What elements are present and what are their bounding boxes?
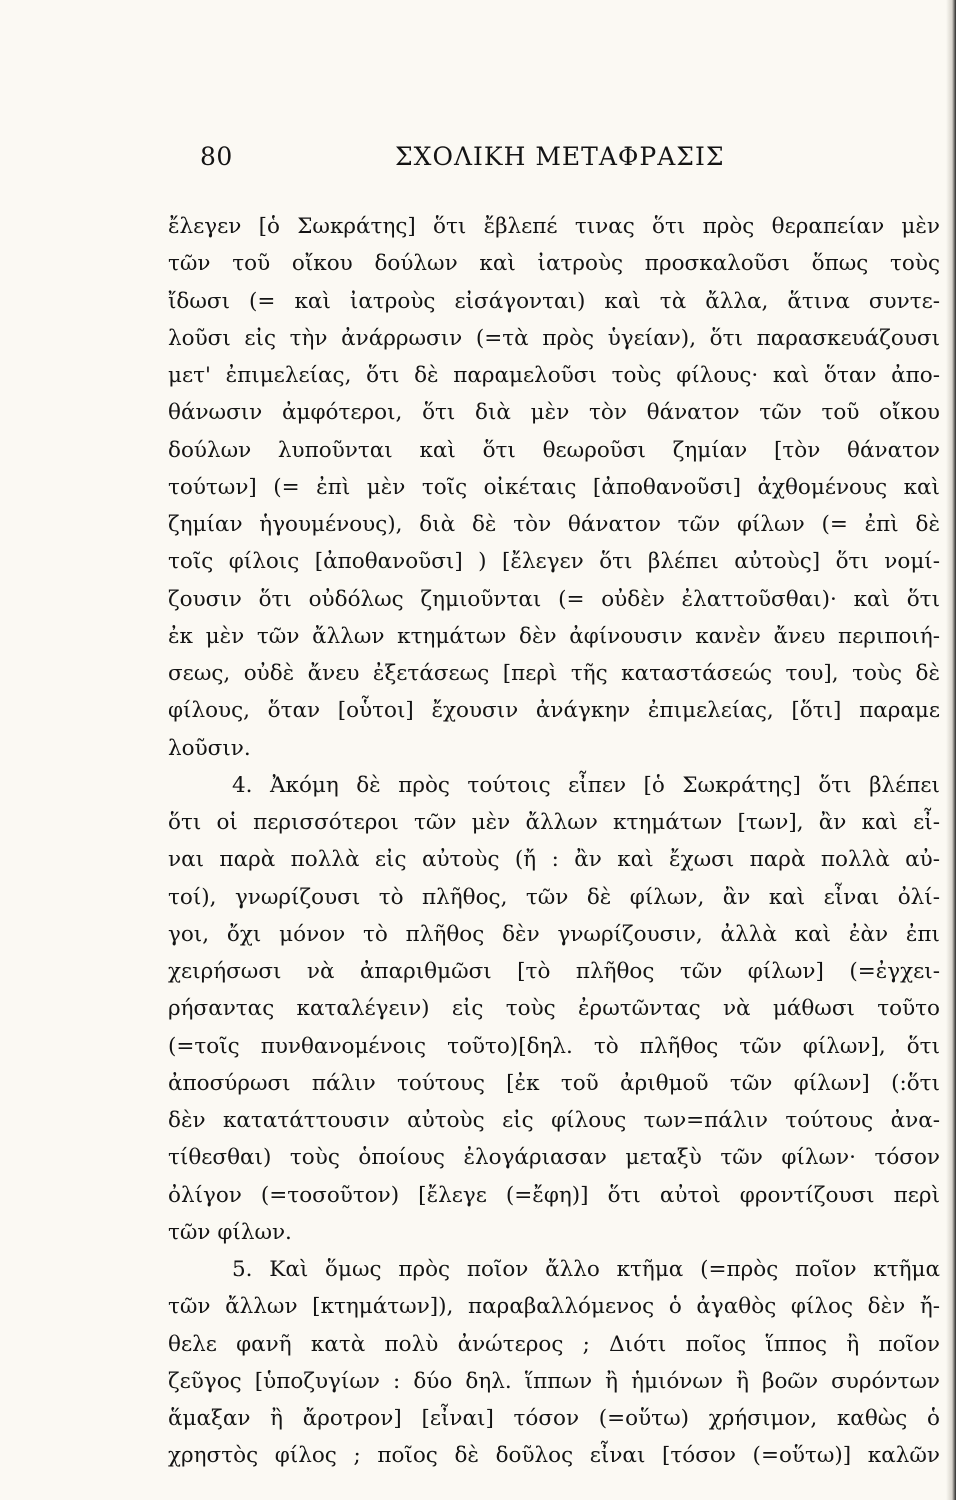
text-line: γοι, ὄχι μόνον τὸ πλῆθος δὲν γνωρίζουσιν, ἀλλὰ καὶ ἐὰν ἐπι xyxy=(168,921,940,947)
text-line: (=τοῖς πυνθανομένοις τοῦτο)[δηλ. τὸ πλῆθος τῶν φίλων], ὅτι xyxy=(168,1033,940,1059)
text-line: λοῦσιν. xyxy=(168,735,251,761)
text-line: ἴδωσι (= καὶ ἰατροὺς εἰσάγονται) καὶ τὰ ἄλλα, ἅτινα συντε- xyxy=(168,288,940,314)
text-line: ἀποσύρωσι πάλιν τούτους [ἐκ τοῦ ἀριθμοῦ τῶν φίλων] (:ὅτι xyxy=(168,1070,940,1096)
text-line: ζουσιν ὅτι οὐδόλως ζημιοῦνται (= οὐδὲν ἐλαττοῦσθαι)· καὶ ὅτι xyxy=(168,586,940,612)
paragraph-4-start: 4. Ἀκόμη δὲ πρὸς τούτοις εἶπεν [ὁ Σωκράτης] ὅτι βλέπει xyxy=(232,772,940,798)
text-line: τοῖς φίλοις [ἀποθανοῦσι] ) [ἔλεγεν ὅτι βλέπει αὐτοὺς] ὅτι νομί- xyxy=(168,549,940,575)
text-line: δὲν κατατάττουσιν αὐτοὺς εἰς φίλους των=πάλιν τούτους ἀνα- xyxy=(168,1108,940,1133)
text-line: ὅτι οἱ περισσότεροι τῶν μὲν ἄλλων κτημάτων [των], ἂν καὶ εἶ- xyxy=(168,810,940,835)
text-line: τούτων] (= ἐπὶ μὲν τοῖς οἰκέταις [ἀποθανοῦσι] ἀχθομένους καὶ xyxy=(168,474,940,500)
text-line: ἐκ μὲν τῶν ἄλλων κτημάτων δὲν ἀφίνουσιν κανὲν ἄνευ περιποιή- xyxy=(168,623,940,649)
text-line: χειρήσωσι νὰ ἀπαριθμῶσι [τὸ πλῆθος τῶν φίλων] (=ἐγχει- xyxy=(168,959,940,984)
text-line: ναι παρὰ πολλὰ εἰς αὐτοὺς (ἤ : ἂν καὶ ἔχωσι παρὰ πολλὰ αὐ- xyxy=(168,847,940,873)
text-line: θάνωσιν ἀμφότεροι, ὅτι διὰ μὲν τὸν θάνατον τῶν τοῦ οἴκου xyxy=(168,400,940,426)
text-line: τοί), γνωρίζουσι τὸ πλῆθος, τῶν δὲ φίλων, ἂν καὶ εἶναι ὀλί- xyxy=(168,884,940,910)
page-edge-shadow xyxy=(946,0,956,1500)
page-header xyxy=(200,142,760,182)
body-text xyxy=(168,208,940,1475)
text-line: μετ' ἐπιμελείας, ὅτι δὲ παραμελοῦσι τοὺς φίλους· καὶ ὅταν ἀπο- xyxy=(168,363,940,388)
text-line: λοῦσι εἰς τὴν ἀνάρρωσιν (=τὰ πρὸς ὑγείαν), ὅτι παρασκευάζουσι xyxy=(168,325,940,351)
text-line: ρήσαντας καταλέγειν) εἰς τοὺς ἐρωτῶντας νὰ μάθωσι τοῦτο xyxy=(168,996,940,1022)
text-line: ζημίαν ἡγουμένους), διὰ δὲ τὸν θάνατον τῶν φίλων (= ἐπὶ δὲ xyxy=(168,512,940,537)
paragraph-5-start: 5. Καὶ ὅμως πρὸς ποῖον ἄλλο κτῆμα (=πρὸς ποῖον κτῆμα xyxy=(232,1257,940,1282)
text-line: ζεῦγος [ὑποζυγίων : δύο δηλ. ἵππων ἢ ἡμιόνων ἢ βοῶν συρόντων xyxy=(168,1368,940,1394)
text-line: σεως, οὐδὲ ἄνευ ἐξετάσεως [περὶ τῆς καταστάσεώς του], τοὺς δὲ xyxy=(168,661,940,686)
running-title: ΣΧΟΛΙΚΗ ΜΕΤΑΦΡΑΣΙΣ xyxy=(395,142,725,171)
text-line: τίθεσθαι) τοὺς ὁποίους ἐλογάριασαν μεταξὺ τῶν φίλων· τόσον xyxy=(168,1145,940,1171)
text-line: ὀλίγον (=τοσοῦτον) [ἔλεγε (=ἔφη)] ὅτι αὐτοὶ φροντίζουσι περὶ xyxy=(168,1182,940,1208)
page-number: 80 xyxy=(200,142,233,171)
text-line: φίλους, ὅταν [οὗτοι] ἔχουσιν ἀνάγκην ἐπιμελείας, [ὅτι] παραμε xyxy=(168,698,940,724)
text-line: ἅμαξαν ἢ ἄροτρον] [εἶναι] τόσον (=οὕτω) χρήσιμον, καθὼς ὁ xyxy=(168,1406,940,1431)
text-line: δούλων λυποῦνται καὶ ὅτι θεωροῦσι ζημίαν [τὸν θάνατον xyxy=(168,437,940,463)
text-line: θελε φανῆ κατὰ πολὺ ἀνώτερος ; Διότι ποῖος ἵππος ἢ ποῖον xyxy=(168,1331,940,1357)
text-line: τῶν ἄλλων [κτημάτων]), παραβαλλόμενος ὁ ἀγαθὸς φίλος δὲν ἤ- xyxy=(168,1294,940,1320)
text-line: τῶν φίλων. xyxy=(168,1219,292,1245)
text-line: ἔλεγεν [ὁ Σωκράτης] ὅτι ἔβλεπέ τινας ὅτι πρὸς θεραπείαν μὲν xyxy=(168,214,940,239)
text-line: χρηστὸς φίλος ; ποῖος δὲ δοῦλος εἶναι [τόσον (=οὕτω)] καλῶν xyxy=(168,1443,940,1469)
text-line: τῶν τοῦ οἴκου δούλων καὶ ἰατροὺς προσκαλοῦσι ὅπως τοὺς xyxy=(168,251,940,277)
